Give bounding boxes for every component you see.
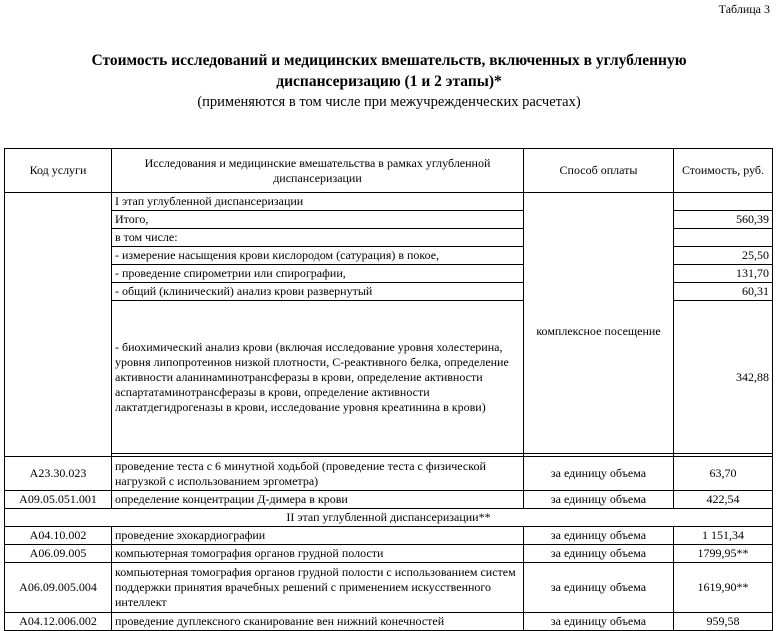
service-name: проведение дуплексного сканирование вен нижний конечностей	[112, 613, 524, 631]
stage1-item-cost: 25,50	[674, 247, 773, 265]
service-cost: 1799,95**	[674, 545, 773, 563]
stage2-title: II этап углубленной диспансеризации**	[5, 509, 773, 527]
service-name: компьютерная томография органов грудной полости	[112, 545, 524, 563]
service-name: компьютерная томография органов грудной полости с использованием систем поддержки принятия врачебных решений с применением искусственного интеллект	[112, 563, 524, 613]
stage1-cost-blank	[674, 193, 773, 211]
service-payment: за единицу объема	[524, 491, 674, 509]
service-name: проведение эхокардиографии	[112, 527, 524, 545]
table-row	[5, 545, 773, 563]
stage1-item-name: - биохимический анализ крови (включая исследование уровня холестерина, уровня липопротеинов низкой плотности, С-реактивного белка, определение активности аланинаминотрансферазы в крови, определение активности аспартатаминотрансферазы в крови, определение активности лактатдегидрогеназы в крови, исследование уровня креатинина в крови)	[112, 301, 524, 454]
service-code: A06.09.005.004	[5, 563, 112, 613]
cost-table	[4, 148, 773, 631]
service-cost: 1619,90**	[674, 563, 773, 613]
header-name: Исследования и медицинские вмешательства в рамках углубленной диспансеризации	[112, 149, 524, 193]
stage1-including: в том числе:	[112, 229, 524, 247]
service-code: A09.05.051.001	[5, 491, 112, 509]
stage1-payment-method: комплексное посещение	[524, 211, 674, 454]
table-row	[5, 613, 773, 631]
header-payment: Способ оплаты	[524, 149, 674, 193]
table-row	[5, 563, 773, 613]
stage1-including-cost	[674, 229, 773, 247]
stage1-total-label: Итого,	[112, 211, 524, 229]
stage1-item-name: - проведение спирометрии или спирографии,	[112, 265, 524, 283]
service-name: определение концентрации Д-димера в крови	[112, 491, 524, 509]
service-payment: за единицу объема	[524, 545, 674, 563]
service-payment: за единицу объема	[524, 457, 674, 491]
table-row	[5, 193, 773, 211]
table-row	[5, 527, 773, 545]
header-code: Код услуги	[5, 149, 112, 193]
service-payment: за единицу объема	[524, 563, 674, 613]
table-row	[5, 457, 773, 491]
service-cost: 1 151,34	[674, 527, 773, 545]
stage1-item-cost: 342,88	[674, 301, 773, 454]
stage1-title: I этап углубленной диспансеризации	[112, 193, 524, 211]
service-code: A04.10.002	[5, 527, 112, 545]
header-cost: Стоимость, руб.	[674, 149, 773, 193]
service-payment: за единицу объема	[524, 613, 674, 631]
document-title: Стоимость исследований и медицинских вмешательств, включенных в углубленную диспансеризацию (1 и 2 этапы)*	[91, 52, 687, 90]
stage1-item-cost: 60,31	[674, 283, 773, 301]
service-code: A04.12.006.002	[5, 613, 112, 631]
service-cost: 63,70	[674, 457, 773, 491]
service-name: проведение теста с 6 минутной ходьбой (проведение теста с физической нагрузкой с использованием эргометра)	[112, 457, 524, 491]
stage1-code-cell	[5, 193, 112, 457]
stage1-item-name: - общий (клинический) анализ крови развернутый	[112, 283, 524, 301]
stage1-item-name: - измерение насыщения крови кислородом (сатурация) в покое,	[112, 247, 524, 265]
document-subtitle: (применяются в том числе при межучрежденческих расчетах)	[197, 94, 581, 110]
stage1-payment-top	[524, 193, 674, 211]
table-row	[5, 491, 773, 509]
service-code: A23.30.023	[5, 457, 112, 491]
service-code: A06.09.005	[5, 545, 112, 563]
stage1-total-value: 560,39	[674, 211, 773, 229]
service-cost: 422,54	[674, 491, 773, 509]
service-payment: за единицу объема	[524, 527, 674, 545]
header-row	[5, 149, 773, 193]
table-row	[5, 509, 773, 527]
table-number: Таблица 3	[718, 2, 770, 16]
document-heading	[0, 50, 778, 111]
table-row	[5, 211, 773, 229]
service-cost: 959,58	[674, 613, 773, 631]
stage1-item-cost: 131,70	[674, 265, 773, 283]
